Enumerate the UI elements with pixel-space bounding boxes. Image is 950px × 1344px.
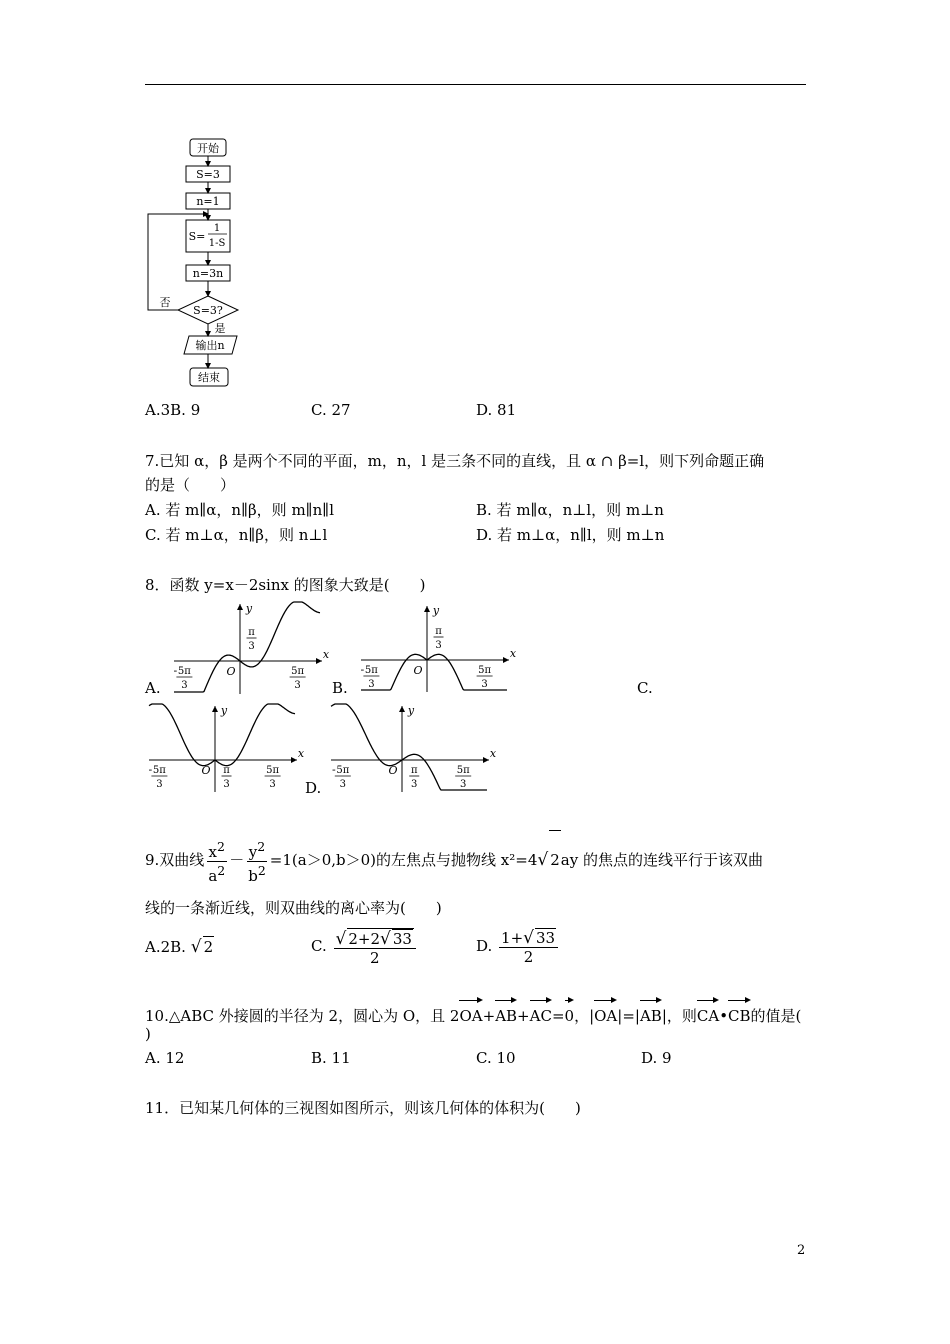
q10-comma-bar: ，|: [574, 1007, 595, 1025]
tick-5pi-den: 3: [294, 680, 301, 691]
q9-stem-line2: 线的一条渐近线，则双曲线的离心率为( ): [145, 899, 442, 917]
q9-prefix: 9.双曲线: [145, 851, 205, 869]
x-axis-arrow-icon: [503, 657, 509, 663]
q10-stem-line2: ): [145, 1025, 151, 1043]
q11-stem: 11．已知某几何体的三视图如图所示，则该几何体的体积为( ): [145, 1099, 581, 1117]
q9-a-sup: 2: [217, 862, 226, 878]
tick-pi-den: 3: [248, 641, 255, 652]
y-axis-arrow-icon: [424, 606, 430, 612]
flow-n-update: n=3n: [192, 267, 224, 280]
q9-tail: ay 的焦点的连线平行于该双曲: [560, 851, 763, 869]
q7-option-c: C. 若 m⊥α，n∥β，则 n⊥l: [145, 526, 328, 544]
q8-label-d: D.: [305, 779, 322, 797]
q8-label-c: C.: [637, 679, 653, 697]
tick-minus-sign: -: [148, 763, 153, 776]
tick-5pi-num: 5π: [478, 665, 492, 676]
q10-option-c: C. 10: [476, 1049, 516, 1067]
x-axis-arrow-icon: [483, 757, 489, 763]
flow-start: 开始: [197, 142, 219, 155]
flow-no-label: 否: [159, 296, 171, 309]
flow-n-init: n=1: [196, 195, 220, 208]
q9-option-b-rad: 2: [203, 938, 214, 956]
q9-option-d-den: 2: [523, 948, 534, 966]
q9-option-c-prefix: C.: [311, 937, 327, 955]
q10-vec-cb: CB: [728, 997, 751, 1029]
q9-frac-x: [206, 838, 227, 885]
tick-pi-num: π: [435, 626, 442, 637]
origin-label: O: [413, 664, 423, 677]
q9-option-d-prefix: D.: [476, 937, 493, 955]
q9-option-d-radical-icon: √: [523, 928, 535, 948]
q9-option-c-frac: [334, 928, 416, 967]
graph-c: [145, 700, 305, 794]
q7-option-d: D. 若 m⊥α，n∥l，则 m⊥n: [476, 526, 665, 544]
x-axis-label: x: [322, 648, 330, 661]
x-axis-arrow-icon: [316, 658, 322, 664]
flow-s-update-den: 1-S: [208, 238, 226, 249]
q9-option-d: [476, 922, 560, 970]
tick-pi-den: 3: [411, 779, 418, 790]
tick-neg-5pi-den: 3: [339, 779, 346, 790]
q9-option-c-outer-radical-icon: √: [335, 928, 347, 949]
q10-stem-prefix: 10.△ABC 外接圆的半径为 2，圆心为 O，且 2: [145, 1007, 460, 1025]
tick-neg-5pi-num: 5π: [364, 665, 378, 676]
q10-vec-ac: AC: [530, 997, 552, 1029]
header-rule: [145, 84, 806, 85]
graph-b: [357, 600, 517, 694]
q9-option-c-den: 2: [369, 948, 380, 967]
y-axis-arrow-icon: [212, 706, 218, 712]
tick-5pi-den: 3: [460, 779, 467, 790]
tick-5pi-num: 5π: [456, 765, 470, 776]
tick-5pi-den: 3: [481, 679, 488, 690]
y-axis-label: y: [407, 704, 415, 717]
q10-equals: =: [551, 1007, 565, 1025]
y-axis-arrow-icon: [399, 706, 405, 712]
tick-pi-den: 3: [223, 779, 230, 790]
tick-neg-5pi-num: 5π: [177, 666, 191, 677]
q9-minus: －: [229, 851, 245, 869]
y-axis-label: y: [432, 604, 440, 617]
q9-option-d-frac: [499, 928, 558, 966]
q9-option-d-num-a: 1+: [501, 929, 524, 947]
graph-a: [170, 598, 330, 696]
q10-bar-eq-bar: |=|: [617, 1007, 640, 1025]
y-axis-arrow-icon: [237, 604, 243, 610]
origin-label: O: [201, 764, 211, 777]
q9-y-sup: 2: [257, 838, 266, 854]
q10-option-d: D. 9: [641, 1049, 672, 1067]
q7-option-b: B. 若 m∥α，n⊥l，则 m⊥n: [476, 501, 664, 519]
flow-output: 输出n: [195, 339, 225, 352]
q9-option-b-radical-icon: √: [190, 937, 202, 957]
q10-stem-line1: [145, 997, 801, 1029]
tick-neg-5pi-num: 5π: [336, 765, 350, 776]
flow-end: 结束: [198, 371, 220, 384]
q10-stem-suffix: 的值是(: [750, 1007, 802, 1025]
q9-option-c-num-a: 2+2: [348, 929, 380, 948]
q10-vec-ca: CA: [697, 997, 719, 1029]
flow-decision: S=3?: [193, 304, 223, 317]
x-axis-arrow-icon: [291, 757, 297, 763]
y-axis-label: y: [245, 602, 253, 615]
flowchart-diagram: [140, 132, 270, 392]
q10-vec-ab-abs: AB: [640, 997, 662, 1029]
q10-vec-ab: AB: [495, 997, 517, 1029]
q9-option-d-num-rad: 33: [536, 929, 556, 947]
q9-option-c: [311, 922, 418, 970]
x-axis-label: x: [489, 747, 497, 760]
page-number: 2: [797, 1243, 806, 1258]
q6-option-ab: A.3B. 9: [145, 401, 201, 419]
q7-stem-line2: 的是（ ）: [145, 476, 236, 494]
q10-plus-1: +: [482, 1007, 496, 1025]
graph-d: [327, 700, 497, 794]
q9-sqrt-2: 2: [549, 830, 561, 889]
tick-neg-5pi-den: 3: [156, 779, 163, 790]
q10-option-b: B. 11: [311, 1049, 351, 1067]
origin-label: O: [226, 665, 236, 678]
q9-option-ab-prefix: A.2B.: [145, 938, 186, 956]
tick-pi-num: π: [223, 765, 230, 776]
q9-x: x: [208, 842, 218, 861]
q9-stem-line1: [145, 830, 763, 889]
q9-radical-icon: √: [537, 850, 549, 870]
origin-label: O: [388, 764, 398, 777]
q7-stem-line1: 7.已知 α，β 是两个不同的平面，m，n，l 是三条不同的直线，且 α ∩ β=l，则下列命题正确: [145, 452, 765, 470]
tick-5pi-num: 5π: [266, 765, 280, 776]
q10-dot: •: [719, 1007, 729, 1025]
tick-5pi-den: 3: [269, 779, 276, 790]
y-axis-label: y: [220, 704, 228, 717]
tick-neg-5pi-num: 5π: [152, 765, 166, 776]
tick-neg-5pi-den: 3: [368, 679, 375, 690]
q10-vec-oa-abs: OA: [594, 997, 617, 1029]
q8-label-a: A.: [145, 679, 161, 697]
q10-plus-2: +: [517, 1007, 530, 1025]
flow-s-init: S=3: [196, 168, 220, 181]
q9-b: b: [248, 866, 258, 885]
q9-option-c-inner-radical-icon: √: [380, 928, 391, 949]
q10-vec-oa: OA: [459, 997, 482, 1029]
flow-yes-label: 是: [214, 322, 226, 335]
flow-s-update-num: 1: [213, 223, 221, 234]
q9-condition: =1(a＞0,b＞0)的左焦点与抛物线 x²=4: [269, 851, 538, 869]
tick-minus-sign: -: [331, 763, 336, 776]
q9-option-ab: [145, 936, 214, 957]
q9-b-sup: 2: [257, 862, 266, 878]
tick-neg-5pi-den: 3: [181, 680, 188, 691]
q6-option-c: C. 27: [311, 401, 351, 419]
tick-pi-den: 3: [435, 640, 442, 651]
q10-option-a: A. 12: [145, 1049, 185, 1067]
q10-bar-then: |，则: [661, 1007, 697, 1025]
tick-minus-sign: -: [360, 663, 365, 676]
tick-5pi-num: 5π: [291, 666, 305, 677]
function-curve: [174, 602, 320, 692]
q9-option-c-num-rad: 33: [392, 929, 412, 948]
q7-option-a: A. 若 m∥α，n∥β，则 m∥n∥l: [145, 501, 334, 519]
q6-option-d: D. 81: [476, 401, 517, 419]
q9-y: y: [248, 842, 258, 861]
x-axis-label: x: [297, 747, 305, 760]
tick-pi-num: π: [410, 765, 418, 776]
q8-label-b: B.: [332, 679, 348, 697]
q9-a: a: [208, 866, 218, 885]
q8-stem: 8．函数 y=x－2sinx 的图象大致是( ): [145, 576, 426, 594]
tick-pi-num: π: [248, 627, 255, 638]
x-axis-label: x: [509, 647, 517, 660]
flow-s-update-lhs: S=: [188, 230, 206, 243]
q9-frac-y: [246, 838, 268, 885]
q10-vec-zero: 0: [565, 997, 575, 1029]
tick-minus-sign: -: [173, 664, 178, 677]
q9-x-sup: 2: [217, 838, 225, 854]
